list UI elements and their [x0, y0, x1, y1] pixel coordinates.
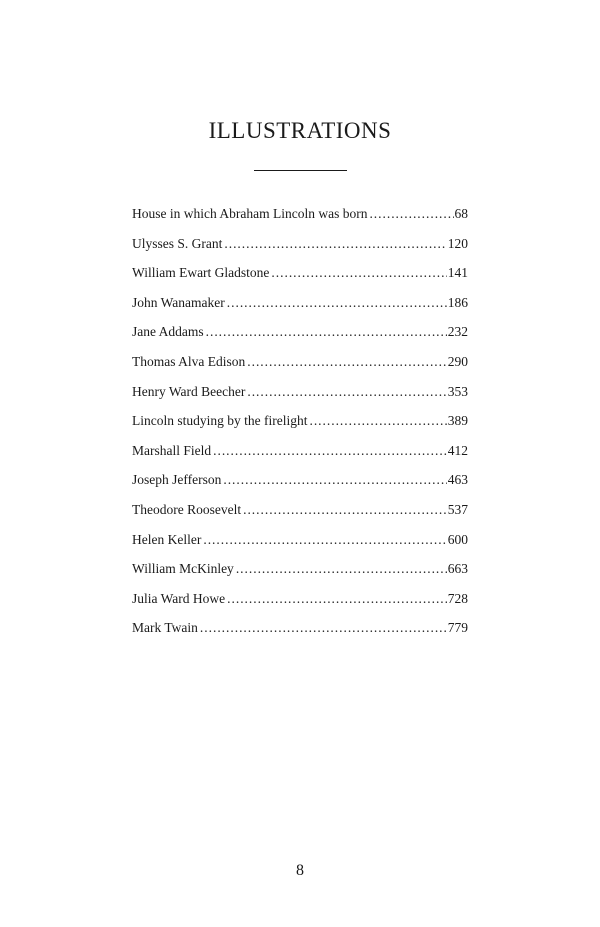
- list-item: [132, 443, 468, 473]
- dot-leader: [213, 443, 447, 459]
- dot-leader: [243, 502, 447, 518]
- illustration-title: Julia Ward Howe: [132, 590, 226, 606]
- illustration-page: 353: [447, 383, 468, 399]
- dot-leader: [200, 620, 447, 636]
- dot-leader: [224, 236, 446, 252]
- list-item: [132, 502, 468, 532]
- list-item: [132, 354, 468, 384]
- illustration-title: Marshall Field: [132, 442, 212, 458]
- illustration-title: William Ewart Gladstone: [132, 265, 270, 281]
- list-item: [132, 413, 468, 443]
- illustration-title: Henry Ward Beecher: [132, 383, 246, 399]
- illustration-page: 186: [447, 294, 468, 310]
- illustration-page: 779: [447, 620, 468, 636]
- list-item: [132, 620, 468, 650]
- list-item: [132, 561, 468, 591]
- list-item: [132, 265, 468, 295]
- illustration-page: 412: [447, 442, 468, 458]
- dot-leader: [309, 413, 446, 429]
- illustration-title: John Wanamaker: [132, 294, 225, 310]
- illustration-page: 600: [447, 531, 468, 547]
- illustration-title: Lincoln studying by the firelight: [132, 413, 308, 429]
- dot-leader: [206, 324, 447, 340]
- dot-leader: [223, 472, 446, 488]
- illustration-page: 663: [447, 561, 468, 577]
- illustration-page: 463: [447, 472, 468, 488]
- illustration-page: 389: [447, 413, 468, 429]
- dot-leader: [227, 295, 447, 311]
- illustration-title: Joseph Jefferson: [132, 472, 222, 488]
- illustration-title: Helen Keller: [132, 531, 202, 547]
- illustration-title: House in which Abraham Lincoln was born: [132, 206, 368, 221]
- illustration-title: Theodore Roosevelt: [132, 501, 242, 517]
- list-item: [132, 324, 468, 354]
- illustration-page: 232: [447, 324, 468, 340]
- dot-leader: [227, 591, 447, 607]
- illustration-page: 728: [447, 590, 468, 606]
- title-divider: [254, 170, 347, 171]
- dot-leader: [203, 532, 446, 548]
- illustration-title: Mark Twain: [132, 620, 198, 636]
- illustration-title: Thomas Alva Edison: [132, 353, 246, 369]
- illustration-page: 68: [454, 206, 468, 221]
- dot-leader: [247, 354, 447, 370]
- page-title: ILLUSTRATIONS: [208, 118, 392, 143]
- dot-leader: [236, 561, 447, 577]
- illustration-title: William McKinley: [132, 561, 234, 577]
- dot-leader: [247, 384, 446, 400]
- list-item: [132, 472, 468, 502]
- illustration-title: Jane Addams: [132, 324, 204, 340]
- list-item: [132, 236, 468, 266]
- dot-leader: [369, 206, 453, 222]
- list-item: [132, 384, 468, 414]
- illustration-title: Ulysses S. Grant: [132, 235, 223, 251]
- dot-leader: [271, 265, 446, 281]
- list-item: [132, 591, 468, 621]
- illustration-page: 290: [447, 353, 468, 369]
- illustration-page: 537: [447, 501, 468, 517]
- list-item: [132, 532, 468, 562]
- illustration-page: 141: [447, 265, 468, 281]
- page-number: 8: [296, 862, 304, 879]
- list-item: [132, 295, 468, 325]
- illustration-page: 120: [447, 235, 468, 251]
- illustrations-list: [132, 206, 468, 650]
- list-item: [132, 206, 468, 236]
